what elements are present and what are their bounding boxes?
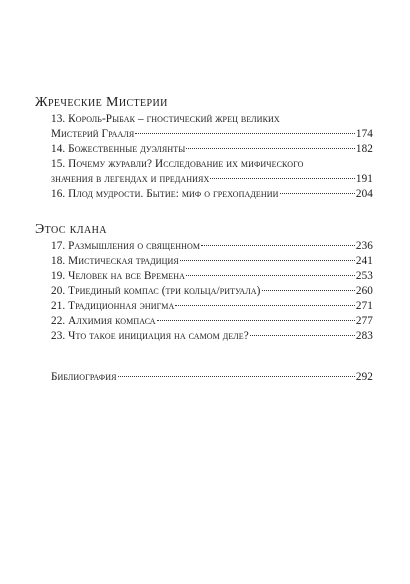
dot-leader xyxy=(186,148,355,149)
toc-bibliography xyxy=(35,370,373,385)
dot-leader xyxy=(175,305,355,306)
section-spacer xyxy=(35,202,373,221)
entry-title: 16. Плод мудрости. Бытие: миф о грехопадении xyxy=(51,188,279,200)
toc-entry[interactable] xyxy=(51,157,373,187)
toc-entry[interactable] xyxy=(51,299,373,314)
page-number: 191 xyxy=(355,173,373,185)
page-number: 271 xyxy=(355,300,373,312)
toc-entry[interactable] xyxy=(51,187,373,202)
dot-leader xyxy=(210,178,355,179)
dot-leader xyxy=(201,245,355,246)
dot-leader xyxy=(280,193,355,194)
toc-entry[interactable] xyxy=(51,284,373,299)
dot-leader xyxy=(262,290,355,291)
page-number: 260 xyxy=(355,285,373,297)
entry-title: 23. Что такое инициация на самом деле? xyxy=(51,330,249,342)
toc-entry-bibliography[interactable] xyxy=(51,370,373,385)
entry-title: Мистерий Грааля xyxy=(51,128,135,140)
toc-entry[interactable] xyxy=(51,112,373,142)
page-number: 241 xyxy=(355,255,373,267)
section-heading: Жреческие Мистерии xyxy=(35,95,168,110)
section-entries xyxy=(35,112,373,202)
entry-title: 19. Человек на все Времена xyxy=(51,270,186,282)
entry-title-line: 15. Почему журавли? Исследование их мифического xyxy=(51,158,304,170)
page-number: 174 xyxy=(355,128,373,140)
toc-entry[interactable] xyxy=(51,254,373,269)
entry-title: 18. Мистическая традиция xyxy=(51,255,179,267)
page-number: 236 xyxy=(355,240,373,252)
toc-entry[interactable] xyxy=(51,142,373,157)
toc-section-priestly-mysteries xyxy=(35,94,373,202)
section-spacer xyxy=(35,344,373,370)
entry-title: 14. Божественные дуэлянты xyxy=(51,143,186,155)
section-entries xyxy=(35,239,373,344)
toc-entry[interactable] xyxy=(51,269,373,284)
dot-leader xyxy=(250,335,355,336)
table-of-contents xyxy=(35,94,373,385)
dot-leader xyxy=(157,320,355,321)
entry-title: Библиография xyxy=(51,371,117,383)
toc-entry[interactable] xyxy=(51,314,373,329)
page-number: 182 xyxy=(355,143,373,155)
page-number: 253 xyxy=(355,270,373,282)
page-number: 204 xyxy=(355,188,373,200)
dot-leader xyxy=(118,376,355,377)
entry-title: 20. Триединый компас (три кольца/ритуала) xyxy=(51,285,261,297)
entry-title: 21. Традиционная энигма xyxy=(51,300,175,312)
dot-leader xyxy=(186,275,355,276)
dot-leader xyxy=(180,260,355,261)
toc-section-clan-ethos xyxy=(35,221,373,344)
entry-title-line: 13. Король-Рыбак – гностический жрец великих xyxy=(51,113,280,125)
section-heading: Этос клана xyxy=(35,222,107,237)
entry-title: 17. Размышления о священном xyxy=(51,240,201,252)
toc-entry[interactable] xyxy=(51,239,373,254)
page-number: 283 xyxy=(355,330,373,342)
page-number: 292 xyxy=(355,371,373,383)
entry-title: значения в легендах и преданиях xyxy=(51,173,210,185)
dot-leader xyxy=(135,133,355,134)
entry-title: 22. Алхимия компаса xyxy=(51,315,156,327)
page-number: 277 xyxy=(355,315,373,327)
toc-entry[interactable] xyxy=(51,329,373,344)
